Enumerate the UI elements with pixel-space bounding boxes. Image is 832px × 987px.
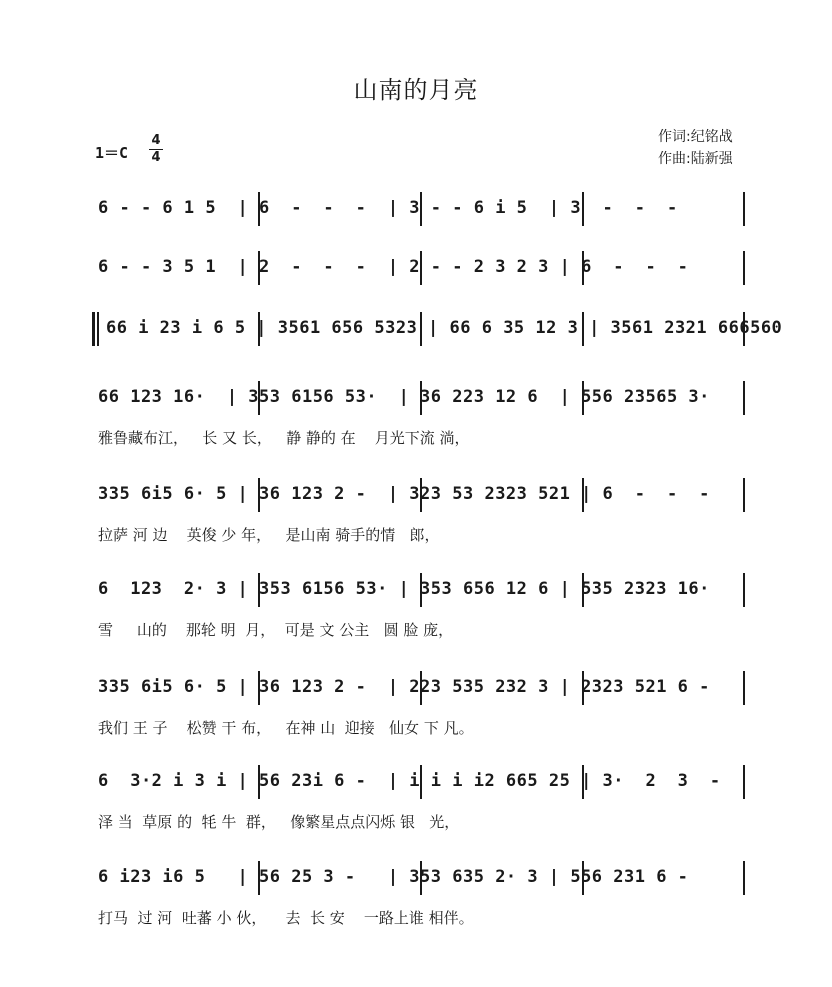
time-signature bbox=[148, 133, 164, 166]
repeat-sign bbox=[92, 312, 102, 346]
barline bbox=[743, 573, 745, 607]
notation-line: 66 123 16· | 353 6156 53· | 36 223 12 6 | 556 23565 3· bbox=[98, 387, 710, 407]
lyrics-line: 雅鲁藏布江， 长 又 长， 静 静的 在 月光下流 淌， bbox=[98, 429, 470, 447]
notation-line: 6 123 2· 3 | 353 6156 53· | 353 656 12 6 | 535 2323 16· bbox=[98, 579, 710, 599]
time-signature-top: 4 bbox=[151, 133, 161, 148]
notation-line: 66 i 23 i 6 5 | 3561 656 5323 | 66 6 35 12 3 | 3561 2321 666560 bbox=[106, 318, 783, 338]
barline bbox=[743, 765, 745, 799]
barline bbox=[743, 192, 745, 226]
repeat-thick-bar bbox=[92, 312, 95, 346]
notation-line: 335 6i5 6· 5 | 36 123 2 - | 223 535 232 3 | 2323 521 6 - bbox=[98, 677, 710, 697]
lyrics-line: 打马 过 河 吐蕃 小 伙， 去 长 安 一路上谁 相伴。 bbox=[98, 909, 474, 927]
time-signature-bottom: 4 bbox=[151, 150, 161, 165]
barline bbox=[743, 251, 745, 285]
notation-line: 6 - - 6 1 5 | 6 - - - | 3 - - 6 i 5 | 3 - - - bbox=[98, 198, 678, 218]
song-title: 山南的月亮 bbox=[353, 76, 479, 104]
lyrics-line: 拉萨 河 边 英俊 少 年， 是山南 骑手的情 郎， bbox=[98, 526, 440, 544]
notation-line: 335 6i5 6· 5 | 36 123 2 - | 323 53 2323 521 | 6 - - - bbox=[98, 484, 710, 504]
lyrics-line: 泽 当 草原 的 牦 牛 群， 像繁星点点闪烁 银 光， bbox=[98, 813, 460, 831]
lyrics-line: 我们 王 子 松赞 干 布， 在神 山 迎接 仙女 下 凡。 bbox=[98, 719, 474, 737]
barline bbox=[743, 381, 745, 415]
lyricist-credit: 作词:纪铭战 bbox=[658, 129, 733, 145]
lyrics-line: 雪 山的 那轮 明 月， 可是 文 公主 圆 脸 庞， bbox=[98, 621, 454, 639]
repeat-thin-bar bbox=[97, 312, 99, 346]
barline bbox=[743, 478, 745, 512]
credits bbox=[658, 126, 733, 170]
key-signature: 1＝C bbox=[95, 144, 129, 162]
barline bbox=[743, 671, 745, 705]
composer-credit: 作曲:陆新强 bbox=[658, 151, 733, 167]
notation-line: 6 i23 i6 5 | 56 25 3 - | 353 635 2· 3 | 556 231 6 - bbox=[98, 867, 689, 887]
barline bbox=[743, 861, 745, 895]
notation-line: 6 3·2 i 3 i | 56 23i 6 - | i i i i2 665 25 | 3· 2 3 - bbox=[98, 771, 721, 791]
notation-line: 6 - - 3 5 1 | 2 - - - | 2 - - 2 3 2 3 | 6 - - - bbox=[98, 257, 689, 277]
